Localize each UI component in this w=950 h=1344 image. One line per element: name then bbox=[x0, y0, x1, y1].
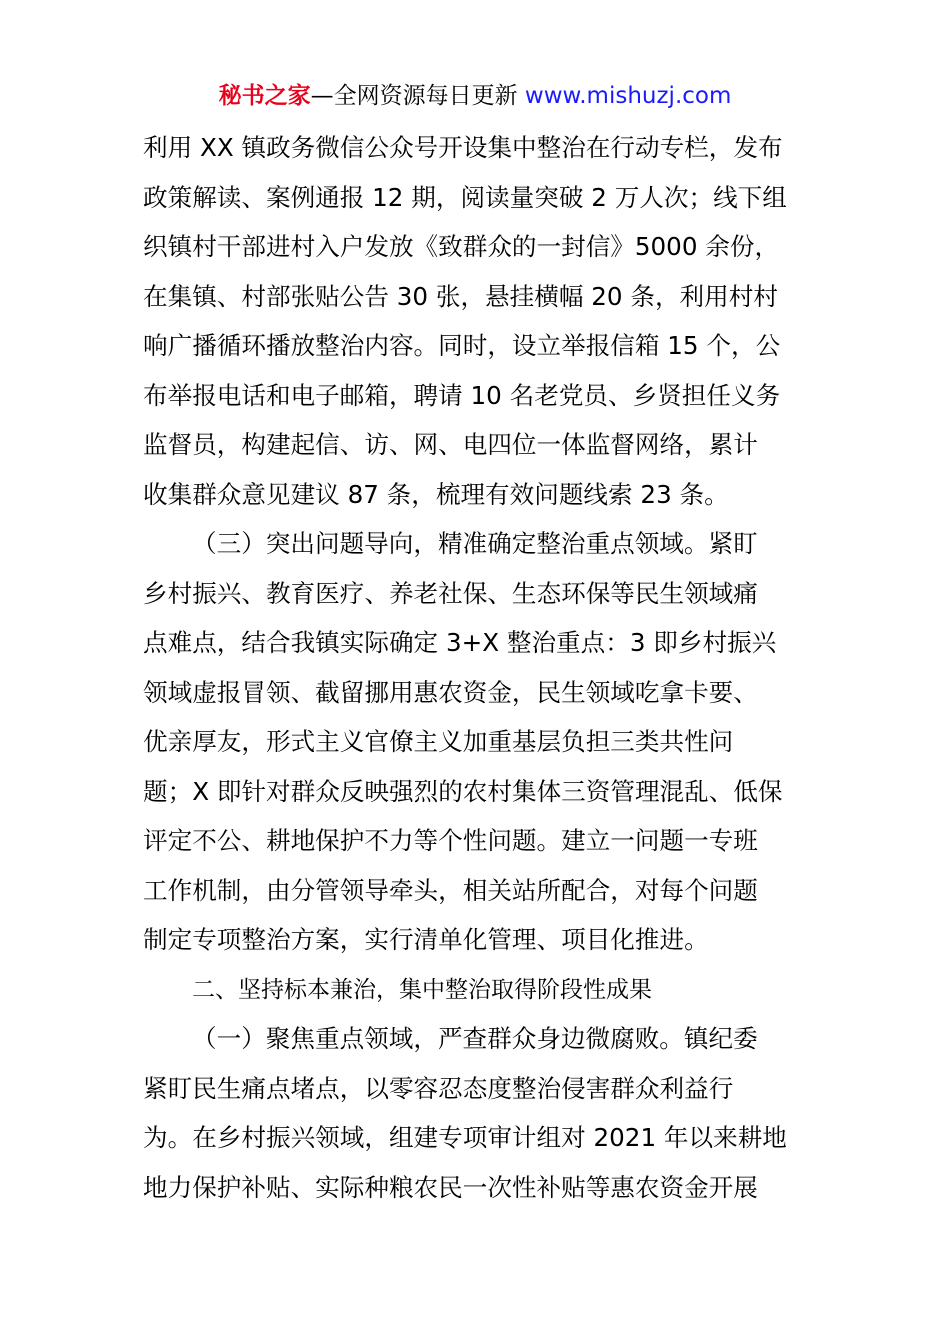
text-line: 收集群众意见建议 87 条，梳理有效问题线索 23 条。 bbox=[143, 479, 729, 509]
text-line: 利用 XX 镇政务微信公众号开设集中整治在行动专栏，发布 bbox=[143, 133, 783, 162]
site-tagline: —全网资源每日更新 bbox=[310, 83, 525, 109]
document-body bbox=[143, 128, 809, 1217]
text-line: 为。在乡村振兴领域，组建专项审计组对 2021 年以来耕地 bbox=[143, 1123, 787, 1152]
text-line: 评定不公、耕地保护不力等个性问题。建立一问题一专班 bbox=[143, 826, 758, 855]
text-line: 紧盯民生痛点堵点，以零容忍态度整治侵害群众利益行 bbox=[143, 1073, 734, 1103]
paragraph-start-line: （一）聚焦重点领域，严查群众身边微腐败。镇纪委 bbox=[192, 1024, 758, 1053]
text-line: 织镇村干部进村入户发放《致群众的一封信》5000 余份， bbox=[143, 232, 780, 261]
site-brand: 秘书之家 bbox=[218, 83, 311, 109]
text-line: 监督员，构建起信、访、网、电四位一体监督网络，累计 bbox=[143, 430, 758, 459]
text-line: 布举报电话和电子邮箱，聘请 10 名老党员、乡贤担任义务 bbox=[143, 380, 781, 410]
text-line: 在集镇、村部张贴公告 30 张，悬挂横幅 20 条，利用村村 bbox=[143, 281, 778, 311]
text-line: 工作机制，由分管领导牵头，相关站所配合，对每个问题 bbox=[143, 875, 758, 905]
text-line: 乡村振兴、教育医疗、养老社保、生态环保等民生领域痛 bbox=[143, 578, 758, 608]
section-heading: 二、坚持标本兼治，集中整治取得阶段性成果 bbox=[192, 976, 652, 1003]
site-url-link[interactable]: www.mishuzj.com bbox=[524, 83, 732, 109]
text-line: 题；X 即针对群众反映强烈的农村集体三资管理混乱、低保 bbox=[143, 776, 783, 806]
text-line: 制定专项整治方案，实行清单化管理、项目化推进。 bbox=[143, 925, 709, 954]
text-line: 优亲厚友，形式主义官僚主义加重基层负担三类共性问 bbox=[143, 727, 734, 756]
text-line: 点难点，结合我镇实际确定 3+X 整治重点：3 即乡村振兴 bbox=[143, 628, 777, 657]
text-line: 响广播循环播放整治内容。同时，设立举报信箱 15 个，公 bbox=[143, 331, 781, 360]
text-line: 领域虚报冒领、截留挪用惠农资金，民生领域吃拿卡要、 bbox=[143, 677, 758, 707]
site-header bbox=[0, 80, 950, 112]
text-line: 地力保护补贴、实际种粮农民一次性补贴等惠农资金开展 bbox=[143, 1172, 758, 1202]
paragraph-start-line: （三）突出问题导向，精准确定整治重点领域。紧盯 bbox=[192, 529, 758, 558]
text-line: 政策解读、案例通报 12 期，阅读量突破 2 万人次；线下组 bbox=[143, 182, 787, 212]
